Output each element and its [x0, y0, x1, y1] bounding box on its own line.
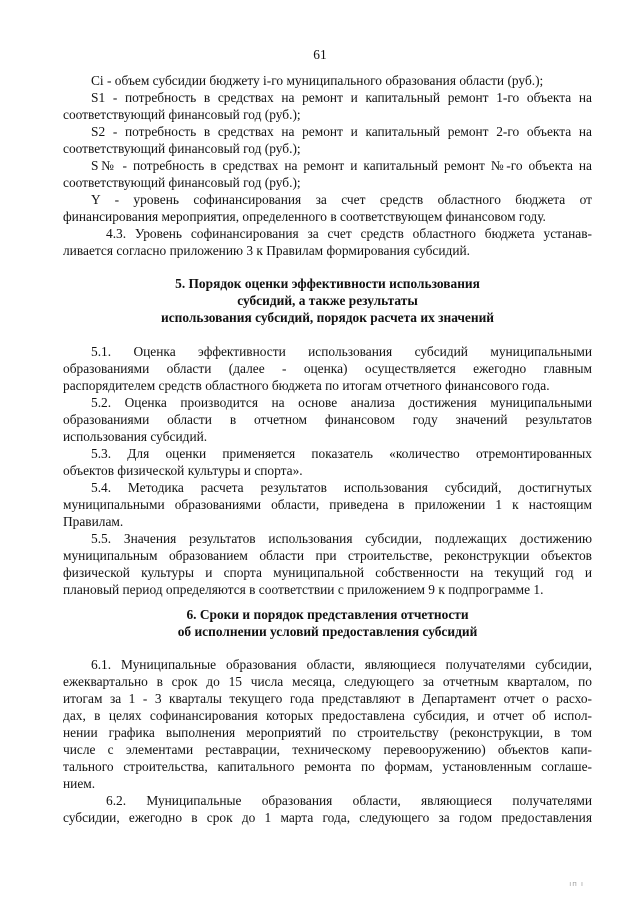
- text-line: муниципальным образованием области при строительстве, реконструкции объектов: [63, 548, 592, 563]
- text-line: нении графика выполнения мероприятий по строительству (реконструкции, в том: [63, 725, 592, 740]
- heading-line: субсидий, а также результаты: [237, 293, 418, 308]
- text-line: числе с элементами реставрации, техническому перевооружению) объектов капи-: [63, 742, 592, 757]
- text-line: Y - уровень софинансирования за счет средств областного бюджета от: [91, 192, 592, 207]
- section-5-heading: [63, 275, 592, 326]
- text-line: тального строительства, капитального ремонта по формам, установленным соглаше-: [63, 759, 592, 774]
- heading-line: использования субсидий, порядок расчета их значений: [160, 310, 495, 325]
- section-6-heading: [63, 606, 592, 640]
- heading-line: 6. Сроки и порядок представления отчетности: [186, 607, 469, 622]
- text-line: S1 - потребность в средствах на ремонт и капитальный ремонт 1-го объекта на: [91, 90, 592, 105]
- text-line: физической культуры и спорта муниципальной собственности на текущий год и: [63, 565, 592, 580]
- text-line: 5.3. Для оценки применяется показатель «количество отремонтированных: [91, 446, 592, 461]
- text-line: Правилам.: [63, 514, 124, 529]
- text-line: ливается согласно приложению 3 к Правилам формирования субсидий.: [63, 243, 471, 258]
- text-line: муниципальными образованиями области, приведена в приложении 1 к настоящим: [63, 497, 592, 512]
- page-number: 61: [313, 47, 327, 62]
- footer-mark: ıп ı: [569, 880, 584, 888]
- text-line: использования субсидий.: [63, 429, 208, 444]
- text-line: 5.4. Методика расчета результатов использования субсидий, достигнутых: [91, 480, 592, 495]
- text-line: 5.1. Оценка эффективности использования субсидий муниципальными: [91, 344, 592, 359]
- text-line: образованиями области в отчетном финансовом году значений результатов: [63, 412, 592, 427]
- text-line: S2 - потребность в средствах на ремонт и капитальный ремонт 2-го объекта на: [91, 124, 592, 139]
- text-line: объектов физической культуры и спорта».: [63, 463, 303, 478]
- text-line: итогам за 1 - 3 кварталы текущего года представляют в Департамент отчет о расхо-: [63, 691, 592, 706]
- text-line: плановый период определяются в соответствии с приложением 9 к подпрограмме 1.: [63, 582, 544, 597]
- text-line: нием.: [63, 776, 96, 791]
- text-line: 6.1. Муниципальные образования области, являющиеся получателями субсидии,: [91, 657, 592, 672]
- section-5-body: [63, 343, 592, 598]
- text-line: дах, в целях софинансирования которых предоставлена субсидия, и отчет об испол-: [63, 708, 592, 723]
- text-line: 5.5. Значения результатов использования субсидии, подлежащих достижению: [91, 531, 592, 546]
- text-line: соответствующий финансовый год (руб.);: [63, 175, 301, 190]
- heading-line: 5. Порядок оценки эффективности использования: [175, 276, 480, 291]
- text-line: 4.3. Уровень софинансирования за счет средств областного бюджета устанав-: [106, 226, 592, 241]
- definitions-block: [63, 72, 592, 259]
- text-line: финансирования мероприятия, определенного в соответствующем финансовом году.: [63, 209, 546, 224]
- section-6-body: [63, 656, 592, 826]
- text-line: S№ - потребность в средствах на ремонт и капитальный ремонт №-го объекта на: [91, 158, 592, 173]
- text-line: соответствующий финансовый год (руб.);: [63, 141, 301, 156]
- text-line: Ci - объем субсидии бюджету i-го муниципального образования области (руб.);: [91, 73, 544, 88]
- text-line: ежеквартально в срок до 15 числа месяца, следующего за отчетным кварталом, по: [63, 674, 592, 689]
- text-line: субсидии, ежегодно в срок до 1 марта года, следующего за годом предоставления: [63, 810, 592, 825]
- heading-line: об исполнении условий предоставления субсидий: [177, 624, 478, 639]
- text-line: 5.2. Оценка производится на основе анализа достижения муниципальными: [91, 395, 592, 410]
- text-line: 6.2. Муниципальные образования области, являющиеся получателями: [106, 793, 592, 808]
- text-line: соответствующий финансовый год (руб.);: [63, 107, 301, 122]
- text-line: распорядителем средств областного бюджета по итогам отчетного финансового года.: [63, 378, 550, 393]
- text-line: образованиями области (далее - оценка) осуществляется ежегодно главным: [63, 361, 592, 376]
